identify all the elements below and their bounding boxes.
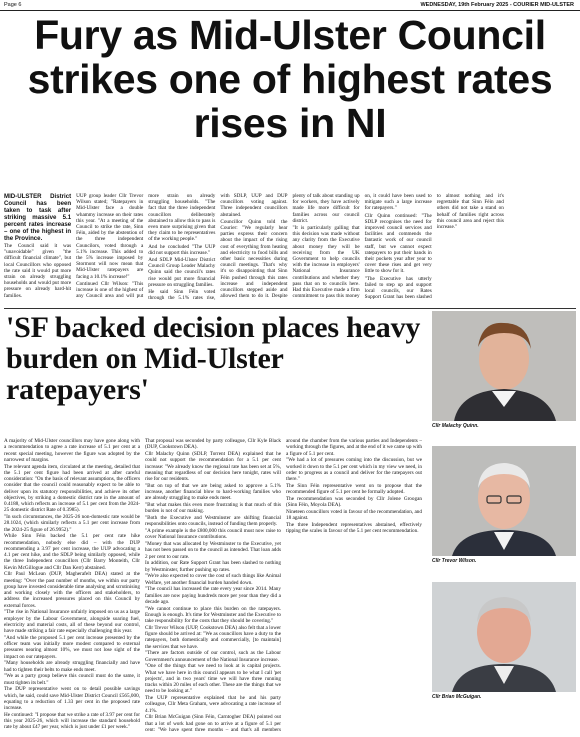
story1-paragraph: Continued Cllr Wilson: "This increase is one of the highest of any Council area and will put more strain on already struggling households. "The fact that the three independent councillors deliberately abstained to allow this to pass is even more surprising given that they claim to be representatives of the working people." — [76, 193, 216, 300]
story1-paragraph: And he concluded "The UUP did not support this increase." — [148, 243, 216, 256]
portrait-photo — [432, 582, 576, 692]
story1-paragraph: "The Executive has utterly failed to step up and support local councils, our Rates Support Grant has been slashed to almost nothing and it's regrettable that Sinn Féin and others did not take a stand on behalf of families right across this council area and reject this increase." — [364, 193, 504, 301]
story2-paragraph: A majority of Mid-Ulster councillors may have gone along with a recommendation to agree a rate increase of 5.1 per cent at a recent special meeting, however the figure was adopted by the narrowest of margins. — [4, 438, 140, 463]
story2-paragraph: "We had a lot of pressures coming into the discussion, but we worked it down to the 5.1 per cent which in my view we need, in order to progress as a council and deliver for the ratepayers out there." — [286, 457, 422, 482]
story2-paragraph: The DUP representative went on to detail possible savings which, he said, could save Mid-Ulster District Council £565,000, equating to a reduction of 1.33 per cent in the proposed rate increase. — [4, 686, 140, 711]
story2-paragraph: Nineteen councillors voted in favour of the recommendation, and 18 against. — [286, 508, 422, 521]
portrait-photo — [432, 311, 576, 421]
story2-paragraph: In addition, our Rate Support Grant has been slashed to nothing by Westminster, further pushing up rates. — [145, 560, 281, 573]
story2-paragraph: "Money that was allocated by Westminster to the Executive, yet has not been passed on to the council as intended. That loan adds 2 per cent to our rate. — [145, 541, 281, 560]
photo-caption: Cllr Malachy Quinn. — [432, 423, 479, 429]
story2-paragraph: "We as a party group believe this council must do the same, it must tighten its belt." — [4, 673, 140, 686]
story2-paragraph: "The council has increased the rate every year since 2014. Many families are now paying hundreds more per year than they did a decade ago. — [145, 586, 281, 605]
story2-paragraph: Cllr Paul McLean (DUP, Magherafelt DEA) stated at the meeting: "Over the past number of months, we within our party group have invested considerable time analysing and scrutinising and working closely with the officers and stakeholders, to address the increased pressures placed on this Council by external forces. — [4, 571, 140, 609]
story2-paragraph: Cllr Brian McGuigan (Sinn Féin, Carntogher DEA) pointed out that a lot of work had gone on to arrive at a figure of 5.1 per cent: "We have spent three months – and that's all members around the chamber from the various parties and Independents – working through the figures, and at the end of it we came up with a figure of 5.1 per cent. — [145, 438, 422, 733]
second-headline: 'SF backed decision places heavy burden on Mid-Ulster ratepayers' — [6, 311, 421, 406]
photo-caption: Cllr Trevor Wilson. — [432, 558, 477, 564]
story2-paragraph: "We cannot continue to place this burden on the ratepayers. Enough is enough. It's time for Westminster and the Executive to take responsibility for the costs that they should be covering." — [145, 605, 281, 624]
story1-paragraph: Cllr Quinn continued: "The SDLP recognises the need for improved council services and facilities and commends the fantastic work of our council staff, but we cannot expect ratepayers to put their hands in their pockets year after year to cover these rises and get very little to show for it. — [364, 212, 432, 275]
story1-paragraph: Councillor Quinn told the Courier: "We regularly hear parties express their concern about the impact of the rising cost of everything from heating and electricity to food bills and other basic necessities during council meetings. That's why it's so disappointing that Sinn Féin pushed through this rates increase and independent councillors stepped aside and allowed them to do it. Despite plenty of talk about standing up for workers, they have actively made life more difficult for families across our council district. — [220, 193, 360, 300]
story1-paragraph: He said Sinn Féin voted through the 5.1% rates rise, with SDLP, UUP and DUP councillors voting against. Three independent councillors abstained. — [148, 193, 288, 302]
story2-paragraph: "A prime example is the £800,000 this council must now raise to cover National Insurance contributions. — [145, 528, 281, 541]
portrait-photo-icon — [432, 446, 576, 556]
page-header — [0, 0, 580, 11]
story1-body — [4, 193, 576, 305]
story2-paragraph: Cllr Trevor Wilson (UUP, Cookstown DEA) also felt that a lower figure should be arrived at: "We as councillors have a duty to the ratepayers, both domestically and commercially, [to maintain] the services that we have. — [145, 624, 281, 650]
story2-paragraph: "There are factors outside of our control, such as the Labour Government's announcement of the National Insurance increase. — [145, 650, 281, 663]
story2-paragraph: "But on top of that we are being asked to approve a 5.1% increase, another financial blow to hard-working families who are already struggling to make ends meet. — [145, 482, 281, 502]
story2-paragraph: The three Independent representatives abstained, effectively tipping the scales in favour of the 5.1 per cent recommendation. — [286, 521, 422, 534]
story1-paragraph: And SDLP Mid-Ulster District Council Group Leader Malachy Quinn said the council's rates rise would put more financial pressure on struggling families. — [148, 257, 216, 288]
story2-paragraph: "One of the things that we need to look at is capital projects. What we have here in this council appears to be what I call 'pet projects', and in two years' time we will have three running tracks within 20 miles of each other. These are the things that we need to be looking at." — [145, 663, 281, 695]
story2-paragraph: "But what makes this even more frustrating is that much of this burden is not of our making. — [145, 502, 281, 515]
story1-lead: MID-ULSTER District Council has been taken to task after striking massive 5.1 percent rates increase – one of the highest in the Province. — [4, 193, 72, 242]
story2-paragraph: "We're also expected to cover the cost of such things like Animal Welfare, yet another financial burden handed down. — [145, 573, 281, 586]
story2-paragraph: The Sinn Féin representative went on to propose that the recommended figure of 5.1 per cent be formally adopted. — [286, 482, 422, 495]
story2-paragraph: While Sinn Féin backed the 5.1 per cent rate hike recommendation, nobody else did – with the DUP recommending a 3.97 per cent increase, the UUP advocating a 4.1 per cent hike, and the SDLP being similarly opposed, while the three Independent councillors (Cllr Barry Monteith, Cllr Kevin McGillogue and Cllr Dan Kerr) abstained. — [4, 533, 140, 571]
portrait-photo-icon — [432, 311, 576, 421]
story2-paragraph: "Many households are already struggling financially and have had to tighten their belts to make ends meet. — [4, 660, 140, 673]
story2-paragraph: That proposal was seconded by party colleague, Cllr Kyle Black (DUP, Cookstown DEA). — [145, 438, 281, 451]
story2-paragraph: "The rise in National Insurance unfairly imposed on us as a large employer by the Labour Government, alongside soaring fuel, electricity and material costs, all of these beyond our control, have made striking a fair rate especially challenging this year. — [4, 609, 140, 634]
story2-paragraph: "In such circumstances, the 2025-26 non-domestic rate would be 28.1024, (which similarly reflects a 5.1 per cent increase from the 2024-25 figure of 26.9952)." — [4, 514, 140, 533]
portrait-photo — [432, 446, 576, 556]
section-divider — [4, 308, 576, 309]
photo-caption: Cllr Brian McGuigan. — [432, 694, 482, 700]
story2-paragraph: The UUP representative explained that he and his party colleague, Cllr Meta Graham, were advocating a rate increase of 4.1%. — [145, 695, 281, 714]
issue-date: WEDNESDAY, 19th February 2025 - COURIER MID-ULSTER — [420, 2, 574, 8]
story2-paragraph: The relevant agenda item, circulated at the meeting, detailed that the 5.1 per cent figure had been arrived at after careful consideration: "On the basis of relevant assumptions, the officers consider that the council could reasonably expect to be able to deliver upon its statutory responsibilities, and achieve its other objectives, by striking a domestic district rate in the amount of 0.4188, which reflects an increase of 5.1 per cent from the 2024-25 domestic district Rate of 0.3985). — [4, 463, 140, 514]
story1-paragraph: UUP group leader Cllr Trevor Wilson stated; "Ratepayers in Mid-Ulster face a double whammy increase on their rates this year. "At a meeting of the Council to strike the rate, Sinn Féin, aided by the abstention of the three independent Councilors, voted through a 5.1% increase. This added to the 5% increase imposed by Stormont will now mean that Mid-Ulster ratepayers are facing a 10.1% increase!" — [76, 193, 144, 280]
story2-paragraph: The recommendation was seconded by Cllr Jolene Groogan (Sinn Féin, Moyola DEA). — [286, 495, 422, 508]
story2-paragraph: He continued: "I propose that we strike a rate of 3.97 per cent for this year 2025-26, which will increase the standard household rate by about £47 per year, which is just under £1 per week." — [4, 711, 140, 731]
story2-paragraph: "Both the Executive and Westminster are shifting financial responsibilities onto councils, instead of funding them properly. — [145, 515, 281, 528]
story2-paragraph: Cllr Malachy Quinn (SDLP, Torrent DEA) explained that he could not support the recommendation for a 5.1 per cent increase: "We already know the regional rate has been set at 5%, meaning that regardless of our decision here tonight, rates will rise for our residents. — [145, 451, 281, 482]
story2-body — [4, 438, 422, 734]
page-number: Page 6 — [4, 2, 22, 8]
story1-paragraph: "It is particularly galling that this decision was made without any clarity from the Executive about money they will be receiving from the UK Government to help councils with the increase in employers' National Insurance contributions and whether they pass that on to councils here. Had this Executive made a firm commitment to pass this money on, it could have been used to mitigate such a large increase for ratepayers." — [292, 193, 432, 300]
portrait-photo-icon — [432, 582, 576, 692]
story1-paragraph: The Council said it was "unavoidable" given "the difficult financial climate", but local Councillors who opposed the rate said it would put more strain on already struggling households and would put more pressure on already hard-hit families. — [4, 243, 72, 299]
story2-paragraph: "And while the proposed 5.1 per cent increase presented by the officer team was initially more modest compared to external pressures nearing almost 10%, we must not lose sight of the impact on our ratepayers. — [4, 634, 140, 660]
main-headline: Fury as Mid-Ulster Council strikes one of highest rates rises in NI — [27, 12, 553, 146]
